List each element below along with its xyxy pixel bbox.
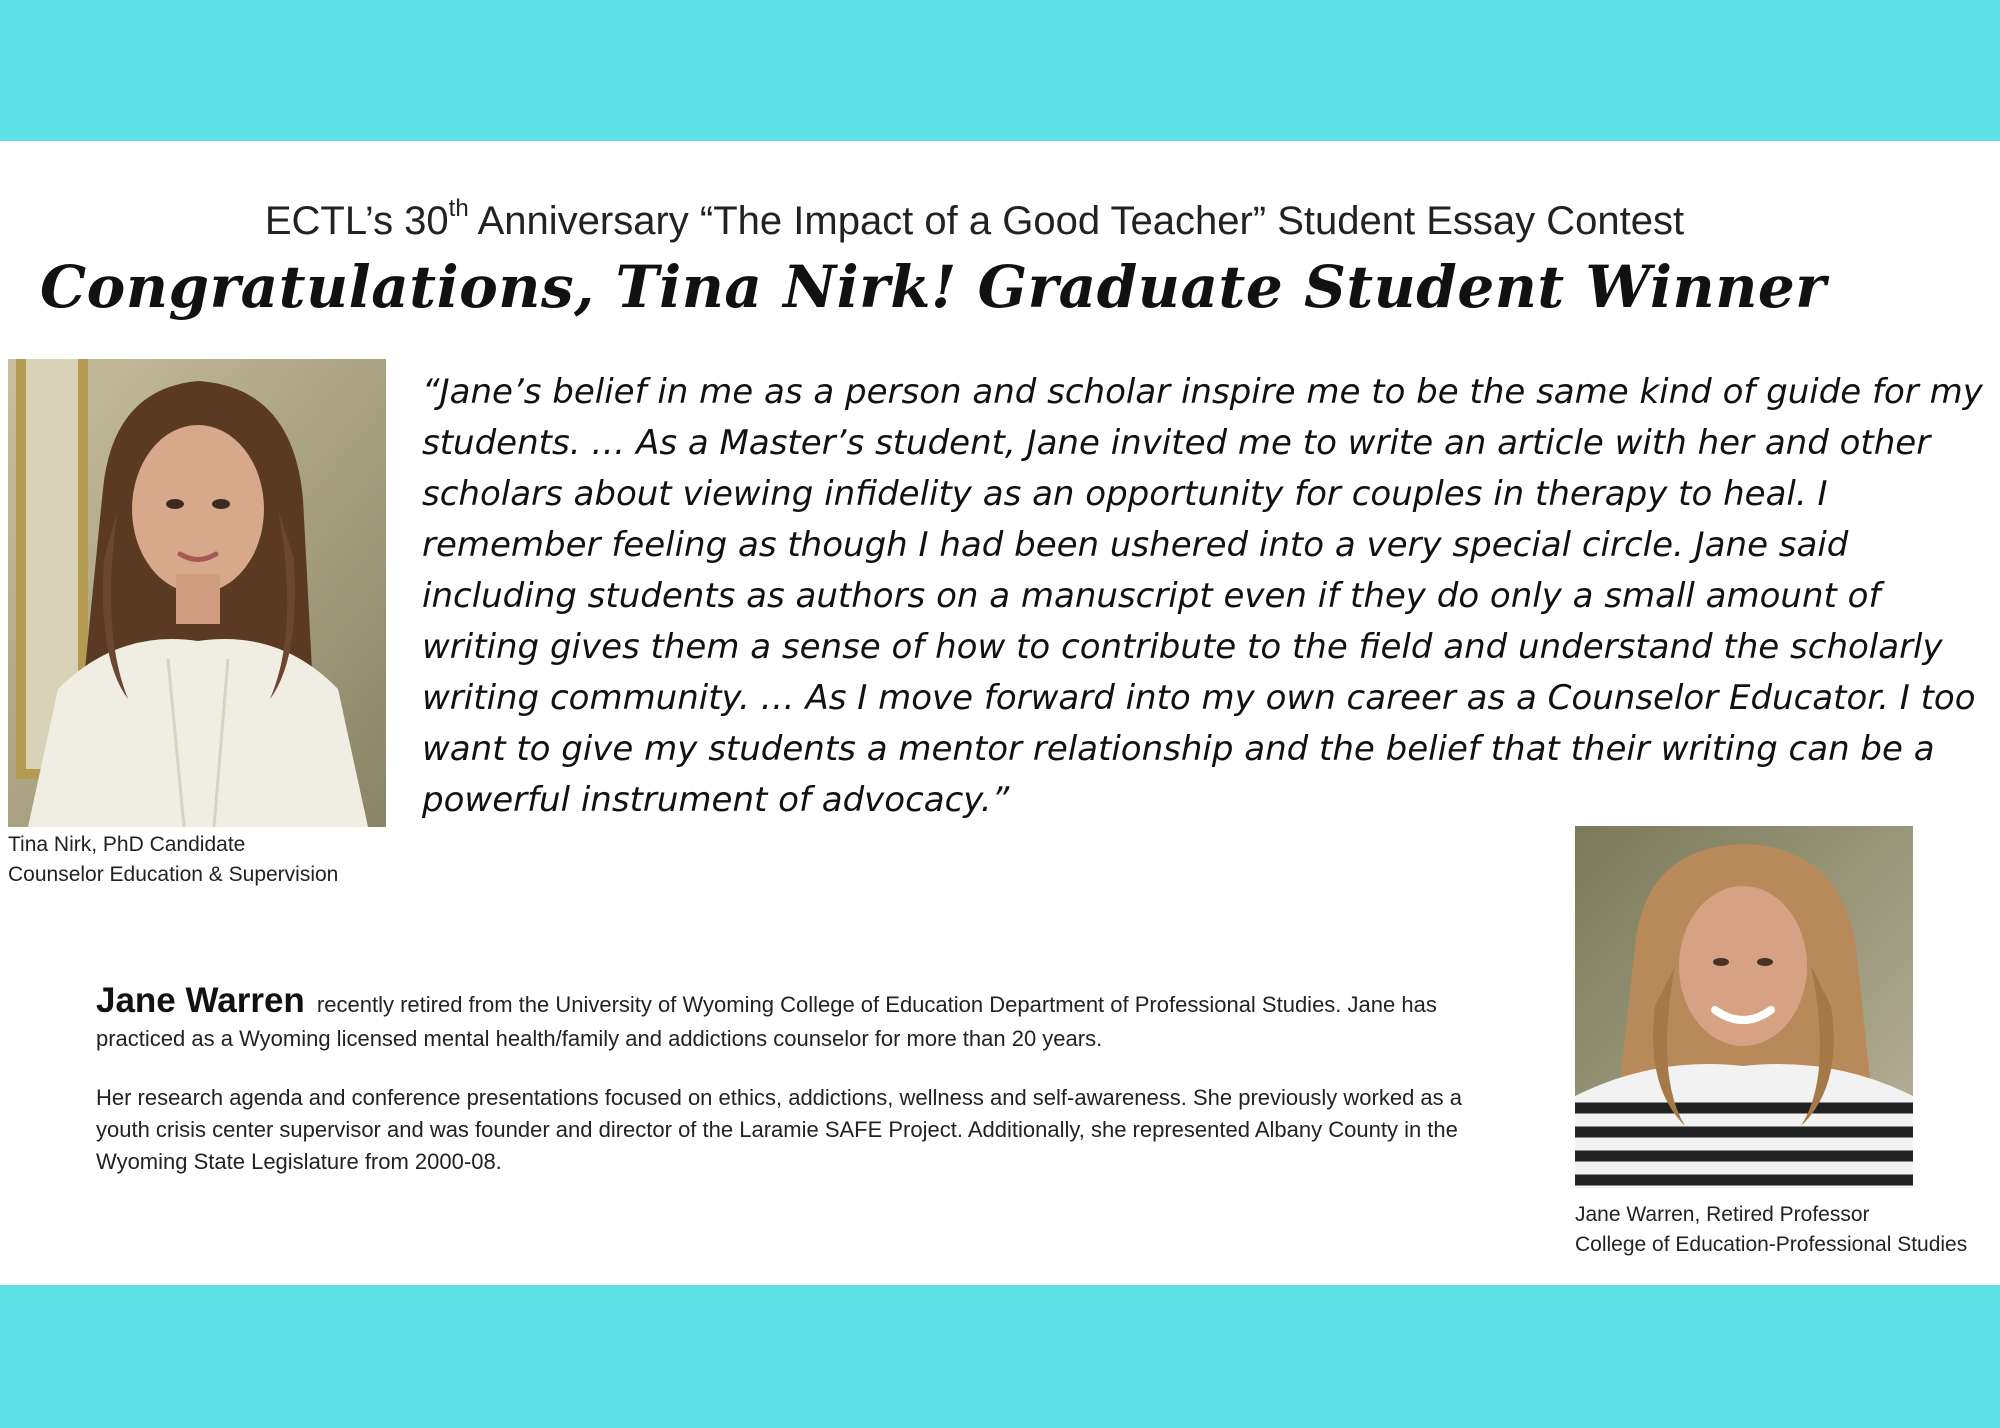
essay-quote: “Jane’s belief in me as a person and scholar inspire me to be the same kind of guide for my students. … As a Master’s student, Jane invited me to write an article with her and other scholars about viewing infidelity as an opportunity for couples in therapy to heal. I remember feeling as though I had been ushered into a very special circle. Jane said including students as authors on a manuscript even if they do only a small amount of writing gives them a sense of how to contribute to the field and understand the scholarly writing community. … As I move forward into my own career as a Counselor Educator. I too want to give my students a mentor relationship and the belief that their writing can be a powerful instrument of advocacy.” [422,372,1983,820]
jane-caption-line1: Jane Warren, Retired Professor [1575,1203,1870,1226]
contest-header [0,195,1949,244]
congratulations-title: Congratulations, Tina Nirk! Graduate Student Winner [40,253,1827,321]
announcement-slide [0,141,2000,1285]
tina-nirk-caption [8,830,338,890]
tina-caption-line2: Counselor Education & Supervision [8,863,339,886]
bio-paragraph-2: Her research agenda and conference presentations focused on ethics, addictions, wellness and self-awareness. She previously worked as a youth crisis center supervisor and was founder and director of the Laramie SAFE Project. Additionally, she represented Albany County in the Wyoming State Legislature from 2000-08. [96,1085,1463,1174]
tina-portrait-illustration [8,359,386,827]
bio-name: Jane Warren [96,981,305,1020]
bottom-color-band [0,1285,2000,1428]
tina-nirk-photo [8,359,386,827]
bio-paragraph-1-text: recently retired from the University of Wyoming College of Education Department of Professional Studies. Jane has practiced as a Wyoming licensed mental health/family and addictions counselor for more than 20 years. [96,992,1437,1051]
tina-caption-line1: Tina Nirk, PhD Candidate [8,833,246,856]
jane-warren-photo [1575,826,1913,1188]
bio-paragraph-1 [96,981,1516,1056]
top-color-band [0,0,2000,141]
header-prefix: ECTL’s 30 [264,199,449,243]
jane-warren-caption [1575,1200,1967,1260]
jane-warren-bio [96,981,1516,1178]
jane-portrait-illustration [1575,826,1913,1188]
jane-caption-line2: College of Education-Professional Studies [1575,1233,1968,1256]
header-suffix: Anniversary “The Impact of a Good Teacher” Student Essay Contest [468,199,1685,243]
header-superscript: th [448,195,469,222]
